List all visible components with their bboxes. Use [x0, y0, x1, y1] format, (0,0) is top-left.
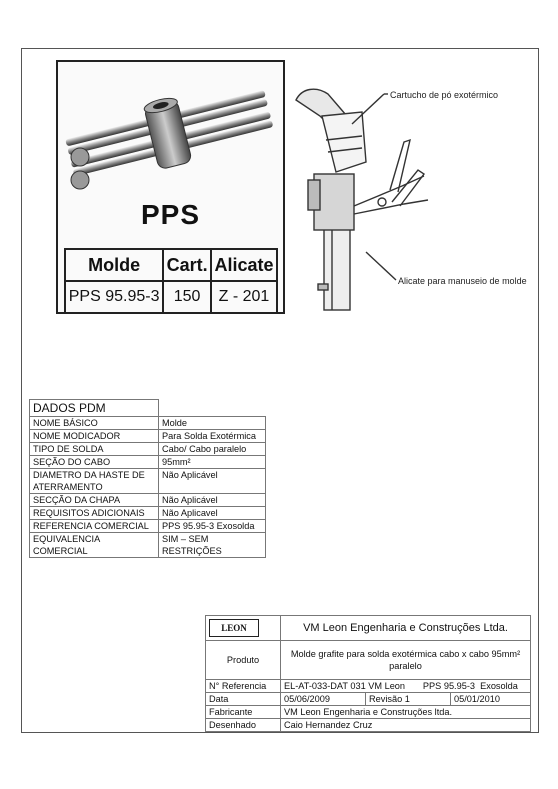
fabricante-label: Fabricante	[206, 706, 281, 719]
desenhado-label: Desenhado	[206, 719, 281, 732]
spec-header-alicate: Alicate	[211, 249, 277, 281]
desenhado-value: Caio Hernandez Cruz	[281, 719, 531, 732]
pdm-row: TIPO DE SOLDA Cabo/ Cabo paralelo	[30, 443, 266, 456]
title-block	[205, 615, 531, 732]
pdm-row: NOME MODICADOR Para Solda Exotérmica	[30, 430, 266, 443]
revisao-label: Revisão 1	[366, 693, 451, 706]
pdm-row: DIAMETRO DA HASTE DE ATERRAMENTO Não Aplicável	[30, 469, 266, 494]
company-logo: LEON	[209, 619, 259, 637]
produto-label: Produto	[206, 641, 281, 680]
product-name: PPS	[140, 199, 201, 230]
ref-value: EL-AT-033-DAT 031 VM Leon PPS 95.95-3 Exosolda	[281, 680, 531, 693]
product-card	[56, 60, 285, 314]
logo-cell	[206, 616, 281, 641]
mold-handling-drawing	[292, 82, 518, 322]
pdm-row: SECÇÃO DA CHAPA Não Aplicável	[30, 494, 266, 507]
product-spec-table	[64, 248, 278, 314]
cable-mold-photo	[58, 62, 283, 197]
callout-pliers: Alicate para manuseio de molde	[398, 276, 527, 286]
pdm-row: NOME BÁSICO Molde	[30, 417, 266, 430]
callout-cartridge: Cartucho de pó exotérmico	[390, 90, 499, 100]
spec-header-cart: Cart.	[163, 249, 211, 281]
pdm-row: EQUIVALENCIA COMERCIAL SIM – SEM RESTRIÇÕES	[30, 533, 266, 558]
data-value: 05/06/2009	[281, 693, 366, 706]
usage-illustration	[292, 82, 527, 322]
spec-value-alicate: Z - 201	[211, 281, 277, 313]
spec-value-cart: 150	[163, 281, 211, 313]
spec-header-molde: Molde	[65, 249, 163, 281]
pdm-data-table	[29, 399, 266, 558]
fabricante-value: VM Leon Engenharia e Construções ltda.	[281, 706, 531, 719]
spec-value-molde: PPS 95.95-3	[65, 281, 163, 313]
pdm-row: REFERENCIA COMERCIAL PPS 95.95-3 Exosolda	[30, 520, 266, 533]
ref-label: N° Referencia	[206, 680, 281, 693]
company-name: VM Leon Engenharia e Construções Ltda.	[281, 616, 531, 641]
pdm-row: SEÇÃO DO CABO 95mm²	[30, 456, 266, 469]
pdm-row: REQUISITOS ADICIONAIS Não Aplicavel	[30, 507, 266, 520]
pdm-title: DADOS PDM	[30, 400, 159, 417]
revisao-date: 05/01/2010	[451, 693, 531, 706]
produto-description: Molde grafite para solda exotérmica cabo x cabo 95mm² paralelo	[281, 641, 531, 680]
data-label: Data	[206, 693, 281, 706]
